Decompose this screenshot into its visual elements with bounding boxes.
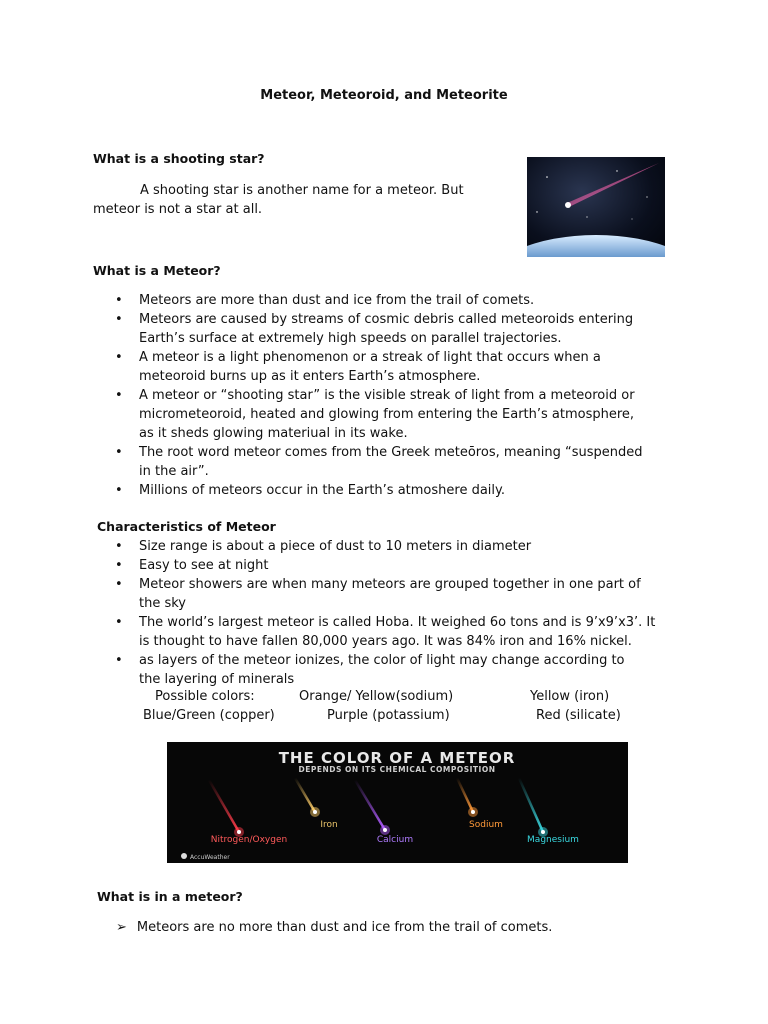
streak-head xyxy=(541,830,545,834)
list-item: • A meteor or “shooting star” is the visible streak of light from a meteoroid or micrometeoroid, heated and glowing from entering the Earth’s atmosphere, as it sheds glowing materiual in its wake. xyxy=(115,388,635,441)
shooting-star-line-1: A shooting star is another name for a meteor. But xyxy=(140,183,464,198)
meteor-streak-orange xyxy=(457,778,478,817)
streak-trail xyxy=(209,780,239,832)
meteor-streak-gold xyxy=(295,778,320,817)
color-purple: Purple (potassium) xyxy=(327,708,450,723)
color-red: Red (silicate) xyxy=(536,708,621,723)
list-item: • A meteor is a light phenomenon or a streak of light that occurs when a meteoroid burns up as it enters Earth’s atmosphere. xyxy=(115,350,601,384)
label-magnesium: Magnesium xyxy=(527,835,579,845)
meteor-streak-red xyxy=(209,780,244,837)
streak-head xyxy=(383,828,387,832)
streak-head xyxy=(471,810,475,814)
meteor-definition-list xyxy=(115,291,685,500)
page-title: Meteor, Meteoroid, and Meteorite xyxy=(260,88,508,103)
what-is-in-meteor-heading: What is in a meteor? xyxy=(97,889,243,904)
colors-label: Possible colors: xyxy=(155,689,255,704)
arrow-bullet-icon: ➢ xyxy=(116,920,127,935)
color-blue-green: Blue/Green (copper) xyxy=(143,708,275,723)
list-item: • Easy to see at night xyxy=(115,558,269,573)
shooting-star-image xyxy=(527,157,665,257)
arrow-list-item: ➢ Meteors are no more than dust and ice from the trail of comets. xyxy=(116,920,553,935)
list-item: • Millions of meteors occur in the Earth’s atmoshere daily. xyxy=(115,483,505,498)
label-calcium: Calcium xyxy=(376,835,414,845)
list-item: • Meteors are caused by streams of cosmic debris called meteoroids entering Earth’s surface at extremely high speeds on parallel trajectories. xyxy=(115,312,634,346)
label-sodium: Sodium xyxy=(469,820,503,830)
list-item: • The world’s largest meteor is called Hoba. It weighed 6o tons and is 9’x9’x3’. It is thought to have fallen 80,000 years ago. It was 84% iron and 16% nickel. xyxy=(115,615,656,649)
meteor-color-infographic xyxy=(167,742,628,863)
streak-trail xyxy=(457,778,473,812)
list-item: • The root word meteor comes from the Greek meteōros, meaning “suspended in the air”. xyxy=(115,445,643,479)
shooting-star-line-2: meteor is not a star at all. xyxy=(93,202,263,217)
list-item: • as layers of the meteor ionizes, the color of light may change according to the layering of minerals xyxy=(115,653,625,687)
characteristics-list xyxy=(115,537,685,689)
meteor-streak-cyan xyxy=(519,778,548,837)
possible-colors-row-1 xyxy=(0,687,768,706)
streak-trail xyxy=(355,780,385,830)
what-is-meteor-heading: What is a Meteor? xyxy=(93,263,221,278)
meteor-streak-purple xyxy=(355,780,390,835)
shooting-star-heading: What is a shooting star? xyxy=(93,151,265,166)
streak-trail xyxy=(295,778,315,812)
infographic-title: THE COLOR OF A METEOR xyxy=(278,749,516,767)
streak-trail xyxy=(519,778,543,832)
list-item: • Size range is about a piece of dust to 10 meters in diameter xyxy=(115,539,532,554)
possible-colors-row-2 xyxy=(0,706,768,725)
color-orange-yellow: Orange/ Yellow(sodium) xyxy=(299,689,454,704)
infographic-subtitle: DEPENDS ON ITS CHEMICAL COMPOSITION xyxy=(298,765,496,774)
characteristics-heading: Characteristics of Meteor xyxy=(97,519,276,534)
brand-label: AccuWeather xyxy=(190,854,230,861)
streak-head xyxy=(313,810,317,814)
list-item: • Meteors are more than dust and ice from the trail of comets. xyxy=(115,293,535,308)
accuweather-logo-icon xyxy=(181,853,187,859)
label-iron: Iron xyxy=(320,820,338,830)
streak-head xyxy=(237,830,241,834)
label-nitrogen-oxygen: Nitrogen/Oxygen xyxy=(210,835,288,845)
list-item: • Meteor showers are when many meteors are grouped together in one part of the sky xyxy=(115,577,641,611)
color-yellow: Yellow (iron) xyxy=(530,689,610,704)
